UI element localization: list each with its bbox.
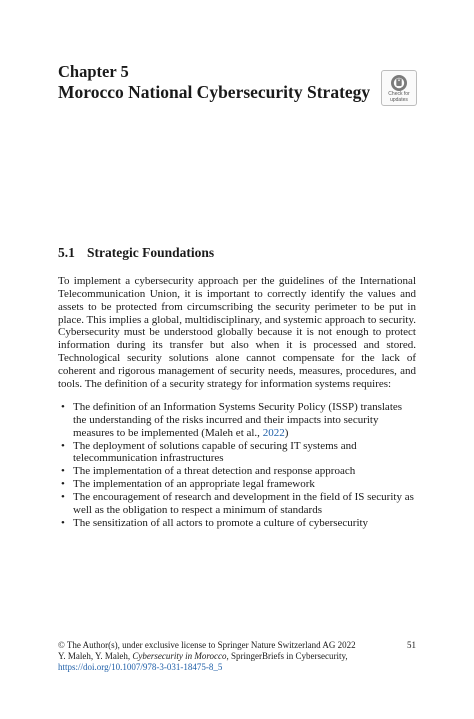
doi-link[interactable]: https://doi.org/10.1007/978-3-031-18475-8_5: [58, 662, 223, 672]
list-item-text: The sensitization of all actors to promote a culture of cybersecurity: [73, 516, 369, 529]
bullet-symbol: •: [61, 478, 65, 491]
list-item-text: The encouragement of research and development in the field of IS security as well as the obligation to respect a minimum of standards: [73, 490, 414, 516]
book-title: Cybersecurity in Morocco: [132, 651, 227, 661]
check-for-updates-icon: [390, 74, 408, 92]
body-paragraph: To implement a cybersecurity approach per the guidelines of the International Telecommunication Union, it is important to correctly identify the values and assets to be protected from circumscribing the security perimeter to be put in place. This implies a global, multidisciplinary, and systemic approach to security. Cybersecurity must be understood globally because it is not enough to protect information during its transfer but also when it is processed and stored. Technological security solutions alone cannot compensate for the lack of coherent and rigorous management of security needs, measures, procedures, and tools. The definition of a security strategy for information systems requires:: [58, 275, 416, 390]
check-for-updates-badge[interactable]: [381, 70, 417, 106]
badge-line-2: updates: [390, 96, 408, 103]
page-footer: [58, 640, 416, 673]
bullet-symbol: •: [61, 516, 65, 529]
list-item-text: The deployment of solutions capable of securing IT systems and telecommunication infrastructures: [73, 439, 357, 465]
section-heading: [58, 244, 214, 262]
list-item: [58, 491, 416, 517]
badge-line-1: Check for: [388, 91, 410, 97]
list-item: [58, 401, 416, 440]
list-item-text: The implementation of an appropriate legal framework: [73, 478, 315, 491]
list-item: [58, 478, 416, 491]
list-item: [58, 465, 416, 478]
list-item: [58, 440, 416, 466]
bullet-symbol: •: [61, 439, 65, 452]
list-item: [58, 517, 416, 530]
citation-authors: Y. Maleh, Y. Maleh,: [58, 651, 133, 661]
section-number: 5.1: [58, 245, 75, 260]
bullet-symbol: •: [61, 490, 65, 503]
chapter-label: Chapter 5: [58, 62, 129, 81]
list-item-text: The implementation of a threat detection and response approach: [73, 465, 356, 478]
page-number: 51: [407, 640, 416, 650]
citation-link[interactable]: 2022: [262, 426, 285, 439]
bullet-list: [58, 401, 416, 529]
series-name: , SpringerBriefs in Cybersecurity,: [226, 651, 348, 661]
chapter-title: Morocco National Cybersecurity Strategy: [58, 82, 371, 102]
bullet-symbol: •: [61, 465, 65, 478]
citation-line: [58, 651, 416, 662]
copyright-line: © The Author(s), under exclusive license to Springer Nature Switzerland AG 2022: [58, 640, 356, 650]
bullet-symbol: •: [61, 401, 65, 413]
list-item-text: The definition of an Information Systems Security Policy (ISSP) translates the understanding of the risks incurred and their impacts into security measures to be implemented (Maleh et al.,: [73, 401, 403, 439]
citation-close: ): [284, 426, 289, 439]
section-title: Strategic Foundations: [87, 245, 215, 260]
